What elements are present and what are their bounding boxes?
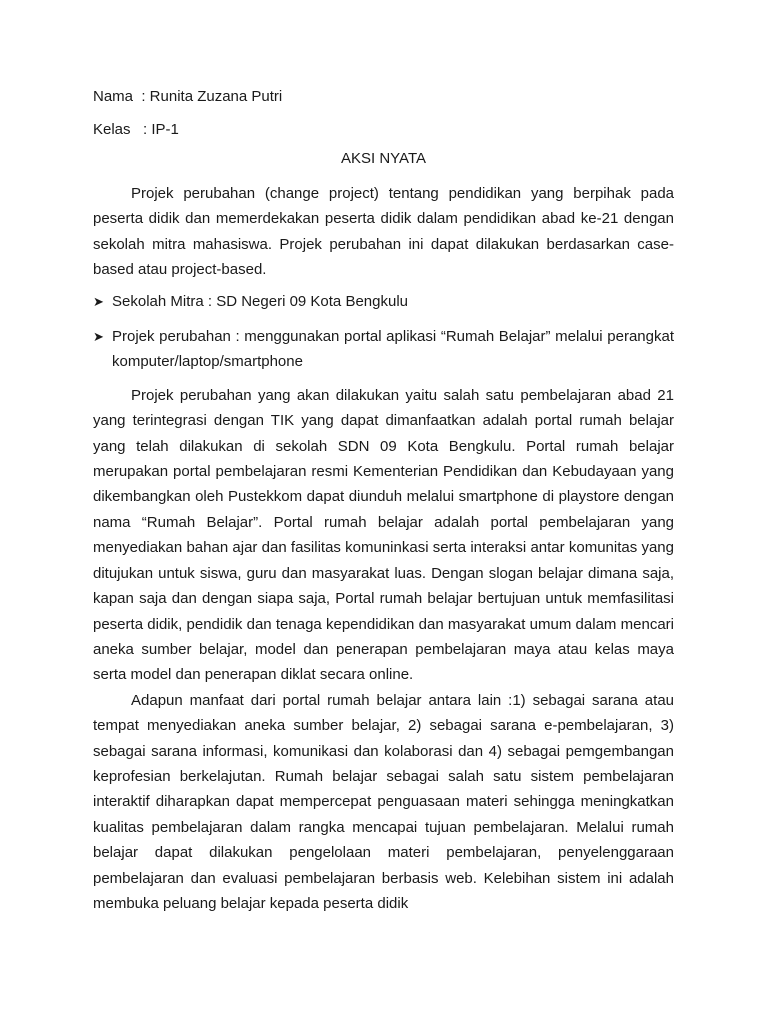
bullet-item-change-project [93, 324, 674, 375]
paragraph-project-description: Projek perubahan yang akan dilakukan yaitu salah satu pembelajaran abad 21 yang terintegrasi dengan TIK yang dapat dimanfaatkan adalah portal rumah belajar yang telah dilakukan di sekolah SDN 09 Kota Bengkulu. Portal rumah belajar merupakan portal pembelajaran resmi Kementerian Pendidikan dan Kebudayaan yang dikembangkan oleh Pustekkom dapat diunduh melalui smartphone di playstore dengan nama “Rumah Belajar”. Portal rumah belajar adalah portal pembelajaran yang menyediakan bahan ajar dan fasilitas komuninkasi serta interaksi antar komunitas yang ditujukan untuk siswa, guru dan masyarakat luas. Dengan slogan belajar dimana saja, kapan saja dan dengan siapa saja, Portal rumah belajar bertujuan untuk memfasilitasi peserta didik, pendidik dan tenaga kependidikan dan masyarakat umum dalam mencari aneka sumber belajar, model dan penerapan pembelajaran maya atau kelas maya serta model dan penerapan diklat secara online. [93, 386, 674, 684]
document-page [93, 82, 674, 916]
paragraph-intro: Projek perubahan (change project) tentang pendidikan yang berpihak pada peserta didik dan memerdekakan peserta didik dalam pendidikan abad ke-21 dengan sekolah mitra mahasiswa. Projek perubahan ini dapat dilakukan berdasarkan case-based atau project-based. [93, 185, 674, 279]
paragraph-benefits: Adapun manfaat dari portal rumah belajar antara lain :1) sebagai sarana atau tempat menyediakan aneka sumber belajar, 2) sebagai sarana e-pembelajaran, 3) sebagai sarana informasi, komunikasi dan kolaborasi dan 4) sebagai pemgembangan keprofesian berkelajutan. Rumah belajar sebagai salah satu sistem pembelajaran interaktif diharapkan dapat mempercepat penguasaan materi sehingga meningkatkan kualitas pembelajaran dalam rangka mencapai tujuan pembelajaran. Melalui rumah belajar dapat dilakukan pengelolaan materi pembelajaran, penyelenggaraan pembelajaran dan evaluasi pembelajaran berbasis web. Kelebihan sistem ini adalah membuka peluang belajar kepada peserta didik [93, 691, 674, 912]
arrowhead-bullet-icon: ➤ [93, 329, 104, 345]
bullet-item-partner-school [93, 289, 674, 314]
bullet-text: Projek perubahan : menggunakan portal aplikasi “Rumah Belajar” melalui perangkat komputer/laptop/smartphone [112, 328, 674, 371]
student-name-line: Nama : Runita Zuzana Putri [93, 88, 283, 105]
arrowhead-bullet-icon: ➤ [93, 293, 104, 309]
bullet-text: Sekolah Mitra : SD Negeri 09 Kota Bengkulu [112, 292, 408, 310]
document-title: AKSI NYATA [340, 150, 427, 167]
student-class-line: Kelas : IP-1 [93, 121, 179, 138]
